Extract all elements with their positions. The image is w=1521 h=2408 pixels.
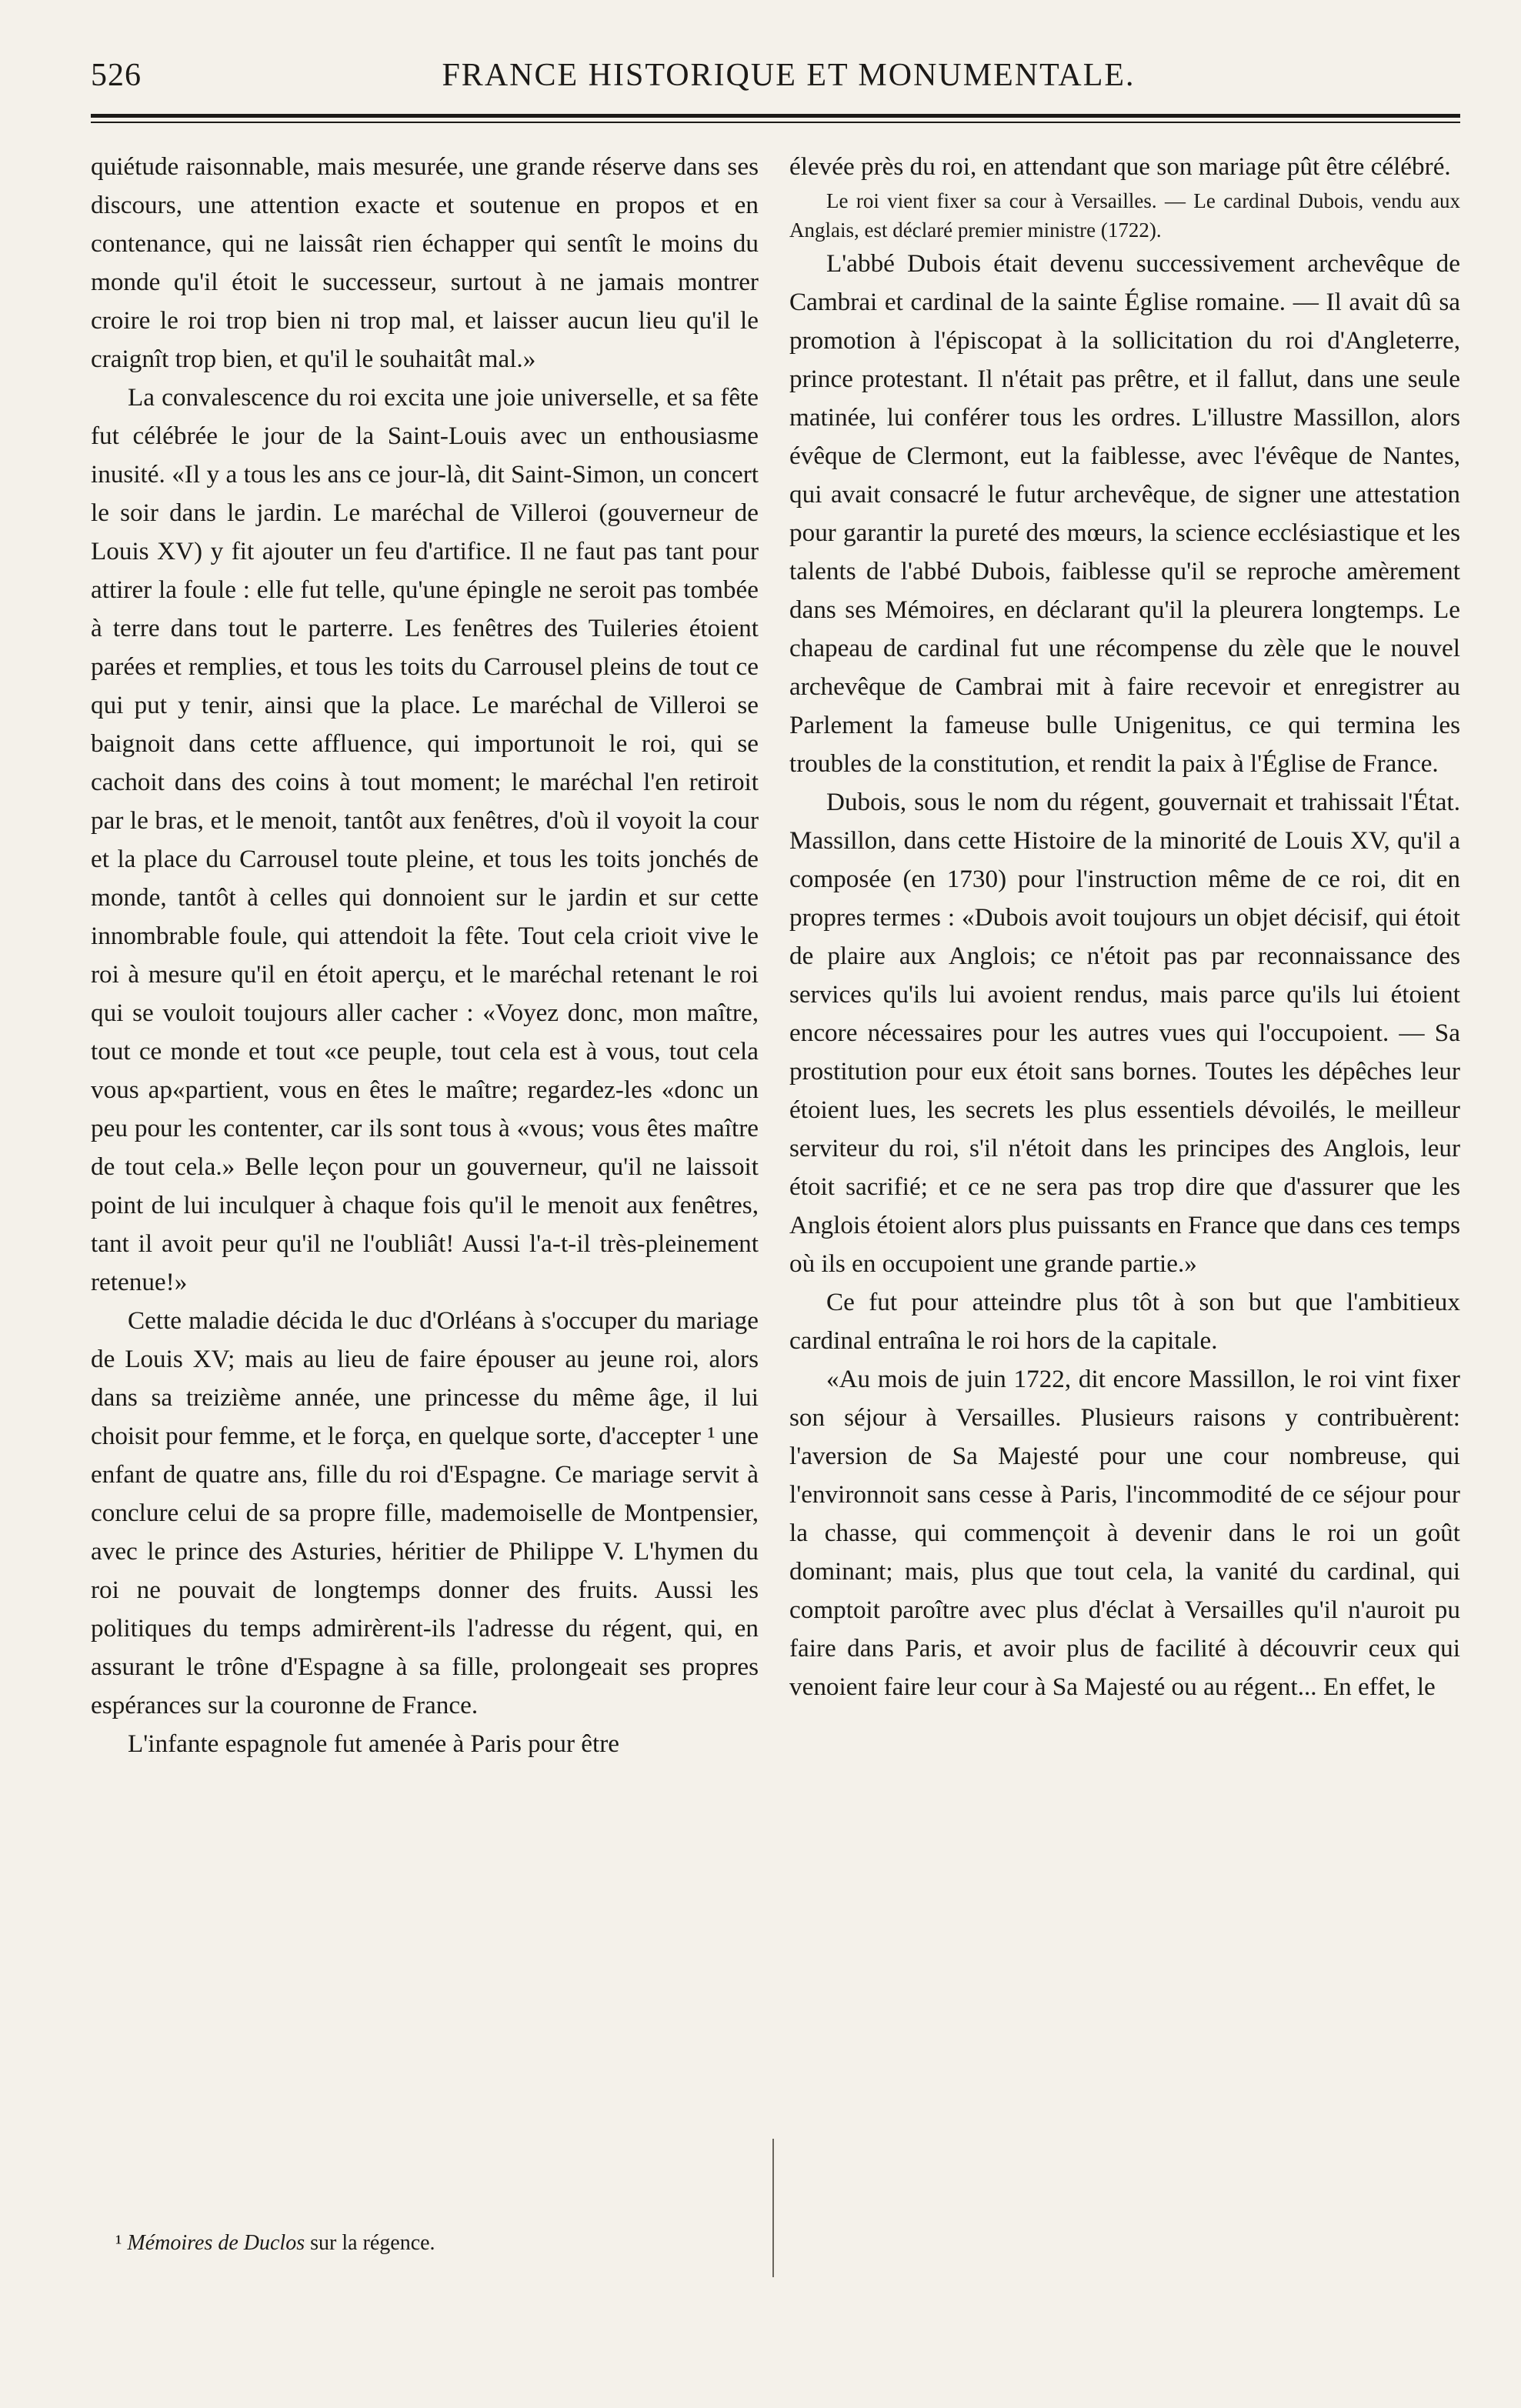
right-paragraph-3: Ce fut pour atteindre plus tôt à son but que l'ambitieux cardinal entraîna le roi hors de la capitale. (789, 1288, 1460, 1355)
footnote-title: Mémoires de Duclos (127, 2231, 305, 2255)
page-number: 526 (91, 58, 142, 93)
left-paragraph-3: Cette maladie décida le duc d'Orléans à s'occuper du mariage de Louis XV; mais au lieu de faire épouser au jeune roi, alors dans sa treizième année, une princesse du même âge, il lui choisit pour femme, et le força, en quelque sorte, d'accepter ¹ une enfant de quatre ans, fille du roi d'Espagne. Ce mariage servit à conclure celui de sa propre fille, mademoiselle de Montpensier, avec le prince des Asturies, héritier de Philippe V. L'hymen du roi ne pouvait de longtemps donner des fruits. Aussi les politiques du temps admirèrent-ils l'adresse du régent, qui, en assurant le trône d'Espagne à sa fille, prolongeait ses propres espérances sur la couronne de France. (91, 1306, 759, 1719)
running-title: FRANCE HISTORIQUE ET MONUMENTALE. (442, 58, 1136, 93)
left-paragraph-4: L'infante espagnole fut amenée à Paris pour être (128, 1729, 620, 1758)
right-paragraph-2: Dubois, sous le nom du régent, gouvernait et trahissait l'État. Massillon, dans cette Histoire de la minorité de Louis XV, qu'il a composée (en 1730) pour l'instruction même de ce roi, dit en propres termes : «Dubois avoit toujours un objet décisif, qui étoit de plaire aux Anglois; ce n'étoit pas par reconnaissance des services qu'ils lui avoient rendus, mais parce qu'ils lui étoient encore nécessaires pour les autres vues qui l'occupoient. — Sa prostitution pour eux étoit sans bornes. Toutes les dépêches leur étoient lues, les secrets les plus essentiels dévoilés, le meilleur serviteur du roi, s'il n'étoit dans les principes des Anglois, leur étoit sacrifié; et ce ne sera pas trop dire que d'assurer que les Anglois étoient alors plus puissants en France que dans ces temps où ils en occupoient une grande partie.» (789, 788, 1460, 1278)
left-paragraph-1: quiétude raisonnable, mais mesurée, une grande réserve dans ses discours, une attention exacte et soutenue en propos et en contenance, qui ne laissât rien échapper qui sentît le moins du monde qu'il étoit le successeur, surtout à ne jamais montrer croire le roi trop bien ni trop mal, et laisser aucun lieu qu'il le craignît trop bien, et qu'il le souhaitât mal.» (91, 152, 759, 373)
header-rule-thick (91, 114, 1460, 118)
left-column (91, 148, 759, 1763)
right-paragraph-4: «Au mois de juin 1722, dit encore Massillon, le roi vint fixer son séjour à Versailles. Plusieurs raisons y contribuèrent: l'aversion de Sa Majesté pour une cour nombreuse, qui l'environnoit sans cesse à Paris, l'incommodité de ce séjour pour la chasse, qui commençoit à devenir dans le roi un goût dominant; mais, plus que tout cela, la vanité du cardinal, qui comptoit paroître avec plus d'éclat à Versailles qu'il n'auroit pu faire dans Paris, et avoir plus de facilité à découvrir ceux qui venoient faire leur cour à Sa Majesté ou au régent... En effet, le (789, 1365, 1460, 1701)
header-rule-thin (91, 122, 1460, 123)
footnote-text: sur la régence. (305, 2231, 435, 2255)
right-continuation: élevée près du roi, en attendant que son mariage pût être célébré. (789, 152, 1451, 181)
right-column (789, 148, 1460, 1706)
left-paragraph-2: La convalescence du roi excita une joie universelle, et sa fête fut célébrée le jour de la Saint-Louis avec un enthousiasme inusité. «Il y a tous les ans ce jour-là, dit Saint-Simon, un concert le soir dans le jardin. Le maréchal de Villeroi (gouverneur de Louis XV) y fit ajouter un feu d'artifice. Il ne faut pas tant pour attirer la foule : elle fut telle, qu'une épingle ne seroit pas tombée à terre dans tout le parterre. Les fenêtres des Tuileries étoient parées et remplies, et tous les toits du Carrousel pleins de tout ce qui put y tenir, ainsi que la place. Le maréchal de Villeroi se baignoit dans cette affluence, qui importunoit le roi, qui se cachoit dans des coins à tout moment; le maréchal l'en retiroit par le bras, et le menoit, tantôt aux fenêtres, d'où il voyoit la cour et la place du Carrousel toute pleine, et tous les toits jonchés de monde, tantôt à celles qui donnoient sur le jardin et sur cette innombrable foule, qui attendoit la fête. Tout cela crioit vive le roi à mesure qu'il en étoit aperçu, et le maréchal retenant le roi qui se vouloit toujours aller cacher : «Voyez donc, mon maître, tout ce monde et tout «ce peuple, tout cela est à vous, tout cela vous ap«partient, vous en êtes le maître; regardez-les «donc un peu pour les contenter, car ils sont tous à «vous; vous êtes maître de tout cela.» Belle leçon pour un gouverneur, qu'il ne laissoit point de lui inculquer à chaque fois qu'il le menoit aux fenêtres, tant il avoit peur qu'il ne l'oubliât! Aussi l'a-t-il très-pleinement retenue!» (91, 383, 759, 1296)
footnote-marker: ¹ (115, 2231, 122, 2255)
column-divider (772, 2139, 774, 2277)
section-subheading: Le roi vient fixer sa cour à Versailles. — Le cardinal Dubois, vendu aux Anglais, est déclaré premier ministre (1722). (789, 189, 1460, 242)
right-paragraph-1: L'abbé Dubois était devenu successivement archevêque de Cambrai et cardinal de la sainte Église romaine. — Il avait dû sa promotion à l'épiscopat à la sollicitation du roi d'Angleterre, prince protestant. Il n'était pas prêtre, et il fallut, dans une seule matinée, lui conférer tous les ordres. L'illustre Massillon, alors évêque de Clermont, eut la faiblesse, avec l'évêque de Nantes, qui avait consacré le futur archevêque, de signer une attestation pour garantir la pureté des mœurs, la science ecclésiastique et les talents de l'abbé Dubois, faiblesse qu'il se reproche amèrement dans ses Mémoires, en déclarant qu'il la pleurera longtemps. Le chapeau de cardinal fut une récompense du zèle que le nouvel archevêque de Cambrai mit à faire recevoir et enregistrer au Parlement la fameuse bulle Unigenitus, ce qui termina les troubles de la constitution, et rendit la paix à l'Église de France. (789, 249, 1460, 778)
footnote (115, 2228, 746, 2259)
